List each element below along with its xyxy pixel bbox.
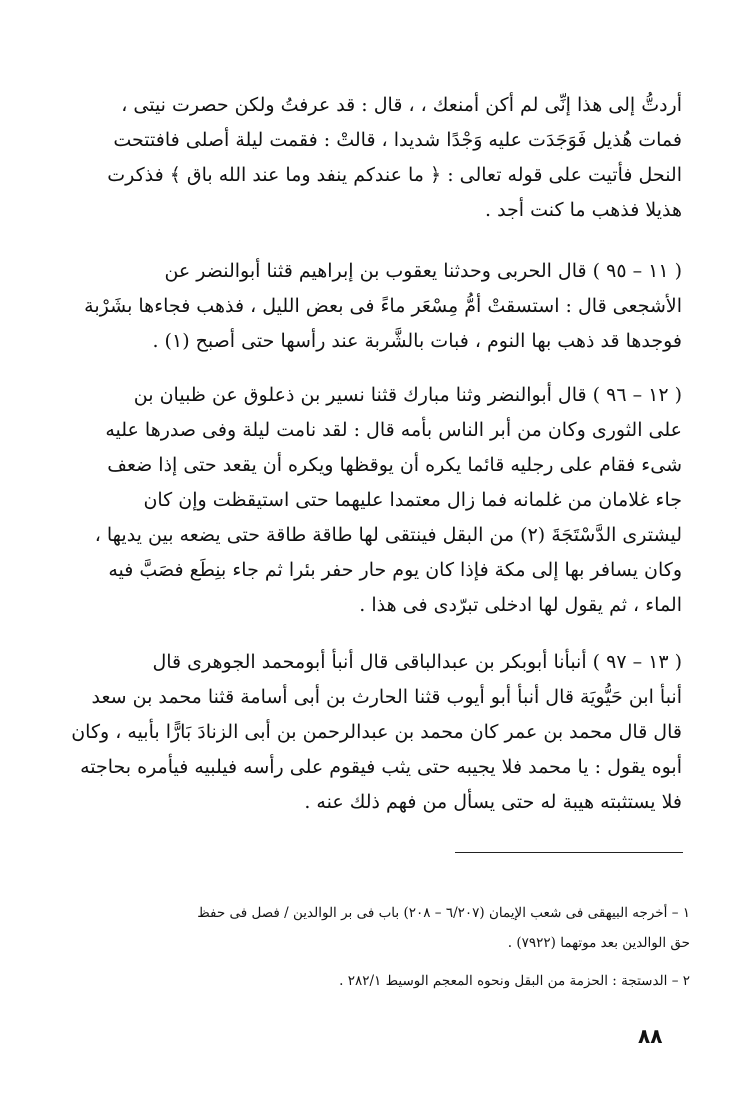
footnote-1	[60, 898, 690, 958]
text-line: وكان يسافر بها إلى مكة فإذا كان يوم حار حفر بئرا ثم جاء بنِطَع فصَبَّ فيه	[108, 559, 682, 581]
paragraph-hadith-96	[70, 378, 682, 623]
footnote-line: ١ – أخرجه البيهقى فى شعب الإيمان (٦/٢٠٧ – ٢٠٨) باب فى بر الوالدين / فصل فى حفظ	[197, 905, 690, 921]
text-line: النحل فأتيت على قوله تعالى : ﴿ ما عندكم ينفد وما عند الله باق ﴾ فذكرت	[107, 164, 682, 186]
text-line: فمات هُذيل فَوَجَدَت عليه وَجْدًا شديدا ، قالتْ : فقمت ليلة أصلى فافتتحت	[113, 129, 682, 151]
text-line: ( ١١ – ٩٥ ) قال الحربى وحدثنا يعقوب بن إبراهيم قثنا أبوالنضر عن	[164, 260, 682, 282]
text-line: أبوه يقول : يا محمد فلا يجيبه حتى يثب فيقوم على رأسه فيلبيه فيأمره بحاجته	[80, 756, 682, 778]
text-line: الماء ، ثم يقول لها ادخلى تبرّدى فى هذا .	[359, 594, 682, 616]
text-line: فوجدها قد ذهب بها النوم ، فبات بالشَّربة عند رأسها حتى أصبح (١) .	[152, 330, 682, 352]
text-line: الأشجعى قال : استسقتْ أمُّ مِسْعَر ماءً فى بعض الليل ، فذهب فجاءها بشَرْبة	[84, 295, 682, 317]
footnote-line: حق الوالدين بعد موتهما (٧٩٢٢) .	[507, 935, 690, 951]
paragraph-hadith-97	[70, 645, 682, 820]
text-line: فلا يستثبته هيبة له حتى يسأل من فهم ذلك عنه .	[304, 791, 682, 813]
text-line: على الثورى وكان من أبر الناس بأمه قال : لقد نامت ليلة وفى صدرها عليه	[105, 419, 682, 441]
footnote-2	[60, 966, 690, 996]
footnote-separator	[455, 852, 683, 853]
text-line: أردتُّ إلى هذا إنِّى لم أكن أمنعك ، ، قال : قد عرفتُ ولكن حصرت نيتى ،	[121, 94, 682, 116]
text-line: أنبأ ابن حَيُّويَة قال أنبأ أبو أيوب قثنا الحارث بن أبى أسامة قثنا محمد بن سعد	[91, 686, 682, 708]
text-line: جاء غلامان من غلمانه فما زال معتمدا عليهما حتى استيقظت وإن كان	[143, 489, 682, 511]
text-line: ( ١٢ – ٩٦ ) قال أبوالنضر وثنا مبارك قثنا نسير بن ذعلوق عن ظبيان بن	[133, 384, 682, 406]
paragraph-hadith-95	[70, 254, 682, 359]
text-line: ( ١٣ – ٩٧ ) أنبأنا أبوبكر بن عبدالباقى قال أنبأ أبومحمد الجوهرى قال	[152, 651, 682, 673]
paragraph-continuation	[70, 88, 682, 228]
text-line: ليشترى الدَّسْتَجَةَ (٢) من البقل فينتقى لها طاقة طاقة حتى يضعه بين يديها ،	[94, 524, 682, 546]
footnote-line: ٢ – الدستجة : الحزمة من البقل ونحوه المعجم الوسيط ٢٨٢/١ .	[339, 973, 690, 989]
page-number: ٨٨	[638, 1024, 663, 1048]
text-line: شىء فقام على رجليه قائما يكره أن يوقظها ويكره أن يقعد حتى إذا ضعف	[107, 454, 682, 476]
text-line: هذيلا فذهب ما كنت أجد .	[485, 199, 682, 221]
text-line: قال قال محمد بن عمر كان محمد بن عبدالرحمن بن أبى الزنادَ بَارًّا بأبيه ، وكان	[71, 721, 682, 743]
